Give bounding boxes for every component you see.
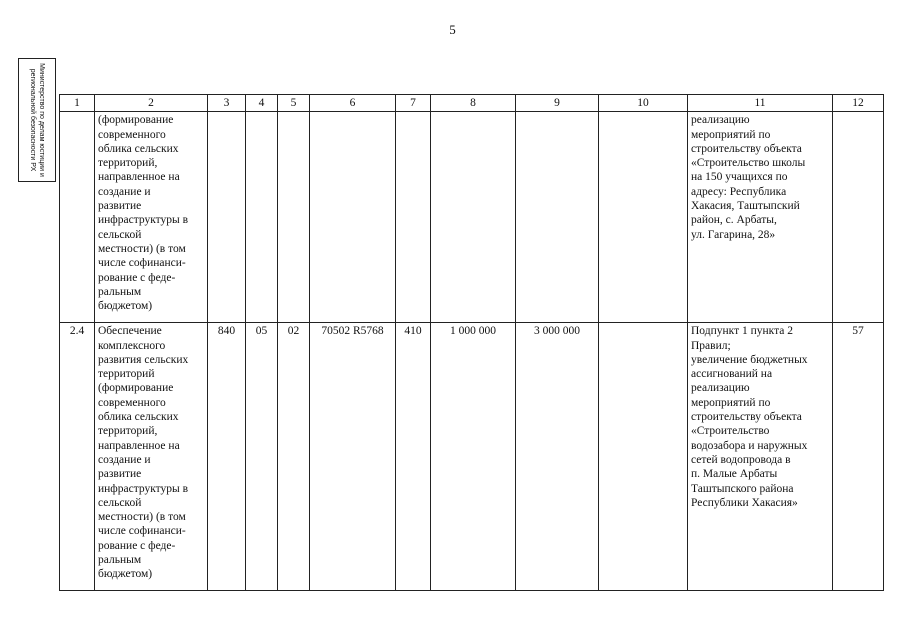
header-cell: 6 bbox=[310, 95, 396, 112]
header-cell: 4 bbox=[246, 95, 278, 112]
header-cell: 8 bbox=[431, 95, 516, 112]
header-cell: 3 bbox=[208, 95, 246, 112]
budget-table bbox=[59, 94, 884, 591]
cell-10 bbox=[599, 323, 688, 591]
header-cell: 9 bbox=[516, 95, 599, 112]
cell-6 bbox=[310, 112, 396, 323]
header-cell: 2 bbox=[95, 95, 208, 112]
cell-6: 70502 R5768 bbox=[310, 323, 396, 591]
row-name: Обеспечение комплексного развития сельских территорий (формирование современного облика сельских территорий, направленное на создание и развитие инфраструктуры в сельской местности) (в том числе софинанси- рование с феде- ральным бюджетом) bbox=[95, 323, 208, 591]
table-row bbox=[60, 323, 884, 591]
header-cell: 11 bbox=[688, 95, 833, 112]
cell-7 bbox=[396, 112, 431, 323]
row-number: 2.4 bbox=[60, 323, 95, 591]
header-cell: 1 bbox=[60, 95, 95, 112]
table-row bbox=[60, 112, 884, 323]
cell-4: 05 bbox=[246, 323, 278, 591]
cell-8: 1 000 000 bbox=[431, 323, 516, 591]
cell-5 bbox=[278, 112, 310, 323]
header-cell: 12 bbox=[833, 95, 884, 112]
cell-7: 410 bbox=[396, 323, 431, 591]
header-row bbox=[60, 95, 884, 112]
row-basis: реализацию мероприятий по строительству объекта «Строительство школы на 150 учащихся по адресу: Республика Хакасия, Таштыпский район, с. Арбаты, ул. Гагарина, 28» bbox=[688, 112, 833, 323]
header-cell: 10 bbox=[599, 95, 688, 112]
cell-3: 840 bbox=[208, 323, 246, 591]
cell-9 bbox=[516, 112, 599, 323]
page-number: 5 bbox=[449, 22, 456, 37]
row-name: (формирование современного облика сельских территорий, направленное на создание и развитие инфраструктуры в сельской местности) (в том числе софинанси- рование с феде- ральным бюджетом) bbox=[95, 112, 208, 323]
registration-stamp bbox=[18, 58, 56, 182]
cell-9: 3 000 000 bbox=[516, 323, 599, 591]
row-basis: Подпункт 1 пункта 2 Правил; увеличение бюджетных ассигнований на реализацию мероприятий по строительству объекта «Строительство водозабора и наружных сетей водопровода в п. Малые Арбаты Таштыпского района Республики Хакасия» bbox=[688, 323, 833, 591]
cell-3 bbox=[208, 112, 246, 323]
cell-10 bbox=[599, 112, 688, 323]
cell-5: 02 bbox=[278, 323, 310, 591]
header-cell: 5 bbox=[278, 95, 310, 112]
cell-8 bbox=[431, 112, 516, 323]
cell-12 bbox=[833, 112, 884, 323]
stamp-text: Министерство по делам юстиции и региональной безопасности РХ bbox=[29, 63, 45, 177]
row-number bbox=[60, 112, 95, 323]
cell-12: 57 bbox=[833, 323, 884, 591]
cell-4 bbox=[246, 112, 278, 323]
header-cell: 7 bbox=[396, 95, 431, 112]
